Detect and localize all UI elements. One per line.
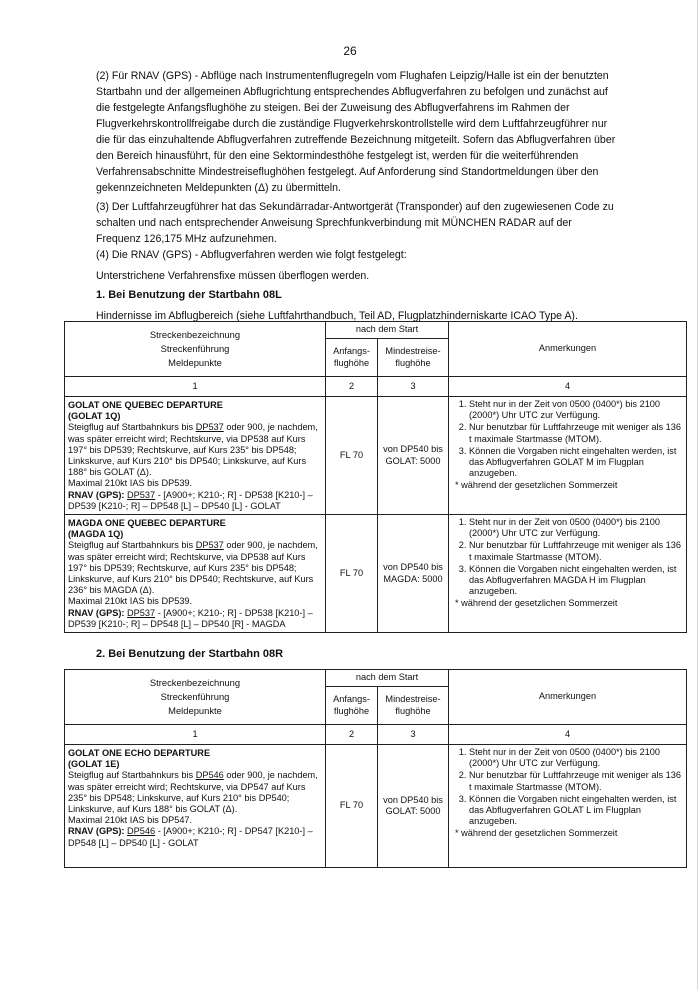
page-edge-line [697, 0, 698, 990]
header-num-1: 1 [65, 725, 326, 745]
header-after-start: nach dem Start [326, 670, 449, 687]
header-remarks: Anmerkungen [449, 670, 687, 725]
remarks [449, 515, 687, 633]
section-1-obstacle-note: Hindernisse im Abflugbereich (siehe Luftfahrthandbuch, Teil AD, Flugplatzhinderniskarte ICAO Type A). [96, 310, 578, 322]
fix-underlined: DP546 [195, 770, 224, 781]
section-2-heading: 2. Bei Benutzung der Startbahn 08R [96, 648, 284, 660]
header-route-line1: Streckenbezeichnung [149, 329, 241, 340]
header-num-3: 3 [378, 377, 449, 397]
remarks [449, 397, 687, 515]
remark-1: 1. Steht nur in der Zeit von 0500 (0400*) bis 2100 (2000*) Uhr UTC zur Verfügung. [469, 399, 684, 421]
route-description [65, 397, 326, 515]
route-description [65, 745, 326, 868]
route-code: (GOLAT 1Q) [68, 411, 121, 422]
header-route-line2: Streckenführung [160, 343, 230, 354]
remark-1: 1. Steht nur in der Zeit von 0500 (0400*) bis 2100 (2000*) Uhr UTC zur Verfügung. [469, 517, 684, 539]
departure-table-08L [64, 321, 687, 633]
header-route-line2: Streckenführung [160, 691, 230, 702]
header-route-line3: Meldepunkte [168, 705, 222, 716]
header-route-col [65, 670, 326, 725]
paragraph-underlined-note: Unterstrichene Verfahrensfixe müssen überflogen werden. [96, 270, 370, 282]
header-num-1: 1 [65, 377, 326, 397]
table-row [65, 745, 687, 868]
header-route-line3: Meldepunkte [168, 357, 222, 368]
header-after-start: nach dem Start [326, 322, 449, 339]
remark-footnote: * während der gesetzlichen Sommerzeit [455, 598, 618, 609]
table-row [65, 515, 687, 633]
remark-footnote: * während der gesetzlichen Sommerzeit [455, 828, 618, 839]
fix-underlined: DP537 [195, 540, 224, 551]
table-row [65, 397, 687, 515]
departure-table-08R [64, 669, 687, 868]
route-speed: Maximal 210kt IAS bis DP539. [68, 596, 193, 607]
min-altitude: von DP540 bis GOLAT: 5000 [378, 397, 449, 515]
remark-footnote: * während der gesetzlichen Sommerzeit [455, 480, 618, 491]
header-remarks: Anmerkungen [449, 322, 687, 377]
route-speed: Maximal 210kt IAS bis DP539. [68, 478, 193, 489]
route-rnav: RNAV (GPS): DP537 - [A900+; K210-; R] - DP538 [K210-] – DP539 [K210-; R] – DP548 [L] – DP540 [L] - GOLAT [68, 489, 313, 511]
paragraph-2: (2) Für RNAV (GPS) - Abflüge nach Instrumentenflugregeln vom Flughafen Leipzig/Halle ist ein der benutzten Startbahn und der allgemeinen Abflugrichtung entsprechendes Abflugverfahren zu befolgen und zunächst auf die festgelegte Anfangsflughöhe zu steigen. Bei der Zuweisung des Abflugverfahrens im Rahmen der Flugverkehrskontrollfreigabe durch die zuständige Flugverkehrskontrollstelle wird dem Luftfahrzeugführer nur die für das einzuhaltende Abflugverfahren zutreffende Bezeichnung mitgeteilt. Sofern das Abflugverfahren über den Bereich hinausführt, für den eine Sektormindesthöhe festgelegt ist, werden für die weiterführenden Verfahrensabschnitte Mindestreiseflughöhen festgelegt. Auf Anforderung sind Standortmeldungen über den gekennzeichneten Meldepunkten (Δ) zu übermitteln. [96, 70, 616, 194]
header-num-4: 4 [449, 377, 687, 397]
remark-3: 3. Können die Vorgaben nicht eingehalten werden, ist das Abflugverfahren GOLAT L im Flugplan anzugeben. [469, 794, 684, 828]
remark-2: 2. Nur benutzbar für Luftfahrzeuge mit weniger als 136 t maximale Startmasse (MTOM). [469, 770, 684, 792]
remarks [449, 745, 687, 868]
initial-altitude: FL 70 [326, 515, 378, 633]
route-speed: Maximal 210kt IAS bis DP547. [68, 815, 193, 826]
route-code: (GOLAT 1E) [68, 759, 120, 770]
route-rnav: RNAV (GPS): DP546 - [A900+; K210-; R] - DP547 [K210-] – DP548 [L] – DP540 [L] - GOLAT [68, 826, 313, 848]
route-climb: Steigflug auf Startbahnkurs bis DP537 oder 900, je nachdem, was später erreicht wird; Rechtskurve, via DP538 auf Kurs 197° bis DP539; Rechtskurve, auf Kurs 235° bis DP548; Linkskurve, auf Kurs 210° bis DP540; Rechtskurve, auf Kurs 236° bis MAGDA (Δ). [68, 540, 318, 596]
min-altitude: von DP540 bis GOLAT: 5000 [378, 745, 449, 868]
page-number: 26 [343, 44, 357, 58]
route-description [65, 515, 326, 633]
remark-2: 2. Nur benutzbar für Luftfahrzeuge mit weniger als 136 t maximale Startmasse (MTOM). [469, 540, 684, 562]
header-route-col [65, 322, 326, 377]
route-rnav: RNAV (GPS): DP537 - [A900+; K210-; R] - DP538 [K210-] – DP539 [K210-; R] – DP548 [L] – DP540 [R] - MAGDA [68, 607, 313, 629]
header-initial-alt: Anfangs- flughöhe [326, 687, 378, 725]
header-min-alt: Mindestreise- flughöhe [378, 339, 449, 377]
header-min-alt: Mindestreise- flughöhe [378, 687, 449, 725]
remark-3: 3. Können die Vorgaben nicht eingehalten werden, ist das Abflugverfahren MAGDA H im Flugplan anzugeben. [469, 564, 684, 598]
fix-underlined: DP537 [195, 422, 224, 433]
header-num-2: 2 [326, 725, 378, 745]
route-climb: Steigflug auf Startbahnkurs bis DP546 oder 900, je nachdem, was später erreicht wird; Rechtskurve, via DP547 auf Kurs 235° bis DP548; Linkskurve, auf Kurs 210° bis DP540; Linkskurve, auf Kurs 188° bis GOLAT (Δ). [68, 770, 318, 815]
remark-1: 1. Steht nur in der Zeit von 0500 (0400*) bis 2100 (2000*) Uhr UTC zur Verfügung. [469, 747, 684, 769]
header-num-3: 3 [378, 725, 449, 745]
section-1-heading: 1. Bei Benutzung der Startbahn 08L [96, 289, 282, 301]
route-code: (MAGDA 1Q) [68, 529, 124, 540]
remark-2: 2. Nur benutzbar für Luftfahrzeuge mit weniger als 136 t maximale Startmasse (MTOM). [469, 422, 684, 444]
route-title: MAGDA ONE QUEBEC DEPARTURE [68, 518, 226, 529]
header-route-line1: Streckenbezeichnung [149, 677, 241, 688]
header-initial-alt: Anfangs- flughöhe [326, 339, 378, 377]
min-altitude: von DP540 bis MAGDA: 5000 [378, 515, 449, 633]
header-num-2: 2 [326, 377, 378, 397]
route-climb: Steigflug auf Startbahnkurs bis DP537 oder 900, je nachdem, was später erreicht wird; Rechtskurve, via DP538 auf Kurs 197° bis DP539; Rechtskurve, auf Kurs 235° bis DP548; Linkskurve, auf Kurs 210° bis DP540; Linkskurve, auf Kurs 188° bis GOLAT (Δ). [68, 422, 318, 478]
paragraph-4: (4) Die RNAV (GPS) - Abflugverfahren werden wie folgt festgelegt: [96, 249, 407, 261]
route-title: GOLAT ONE QUEBEC DEPARTURE [68, 400, 223, 410]
header-num-4: 4 [449, 725, 687, 745]
remark-3: 3. Können die Vorgaben nicht eingehalten werden, ist das Abflugverfahren GOLAT M im Flugplan anzugeben. [469, 446, 684, 480]
route-title: GOLAT ONE ECHO DEPARTURE [68, 748, 211, 758]
initial-altitude: FL 70 [326, 397, 378, 515]
paragraph-3: (3) Der Luftfahrzeugführer hat das Sekundärradar-Antwortgerät (Transponder) auf den zugewiesenen Code zu schalten und nach entsprechender Anweisung Sprechfunkverbindung mit MÜNCHEN RADAR auf der Frequenz 126,175 MHz aufzunehmen. [96, 201, 614, 245]
initial-altitude: FL 70 [326, 745, 378, 868]
